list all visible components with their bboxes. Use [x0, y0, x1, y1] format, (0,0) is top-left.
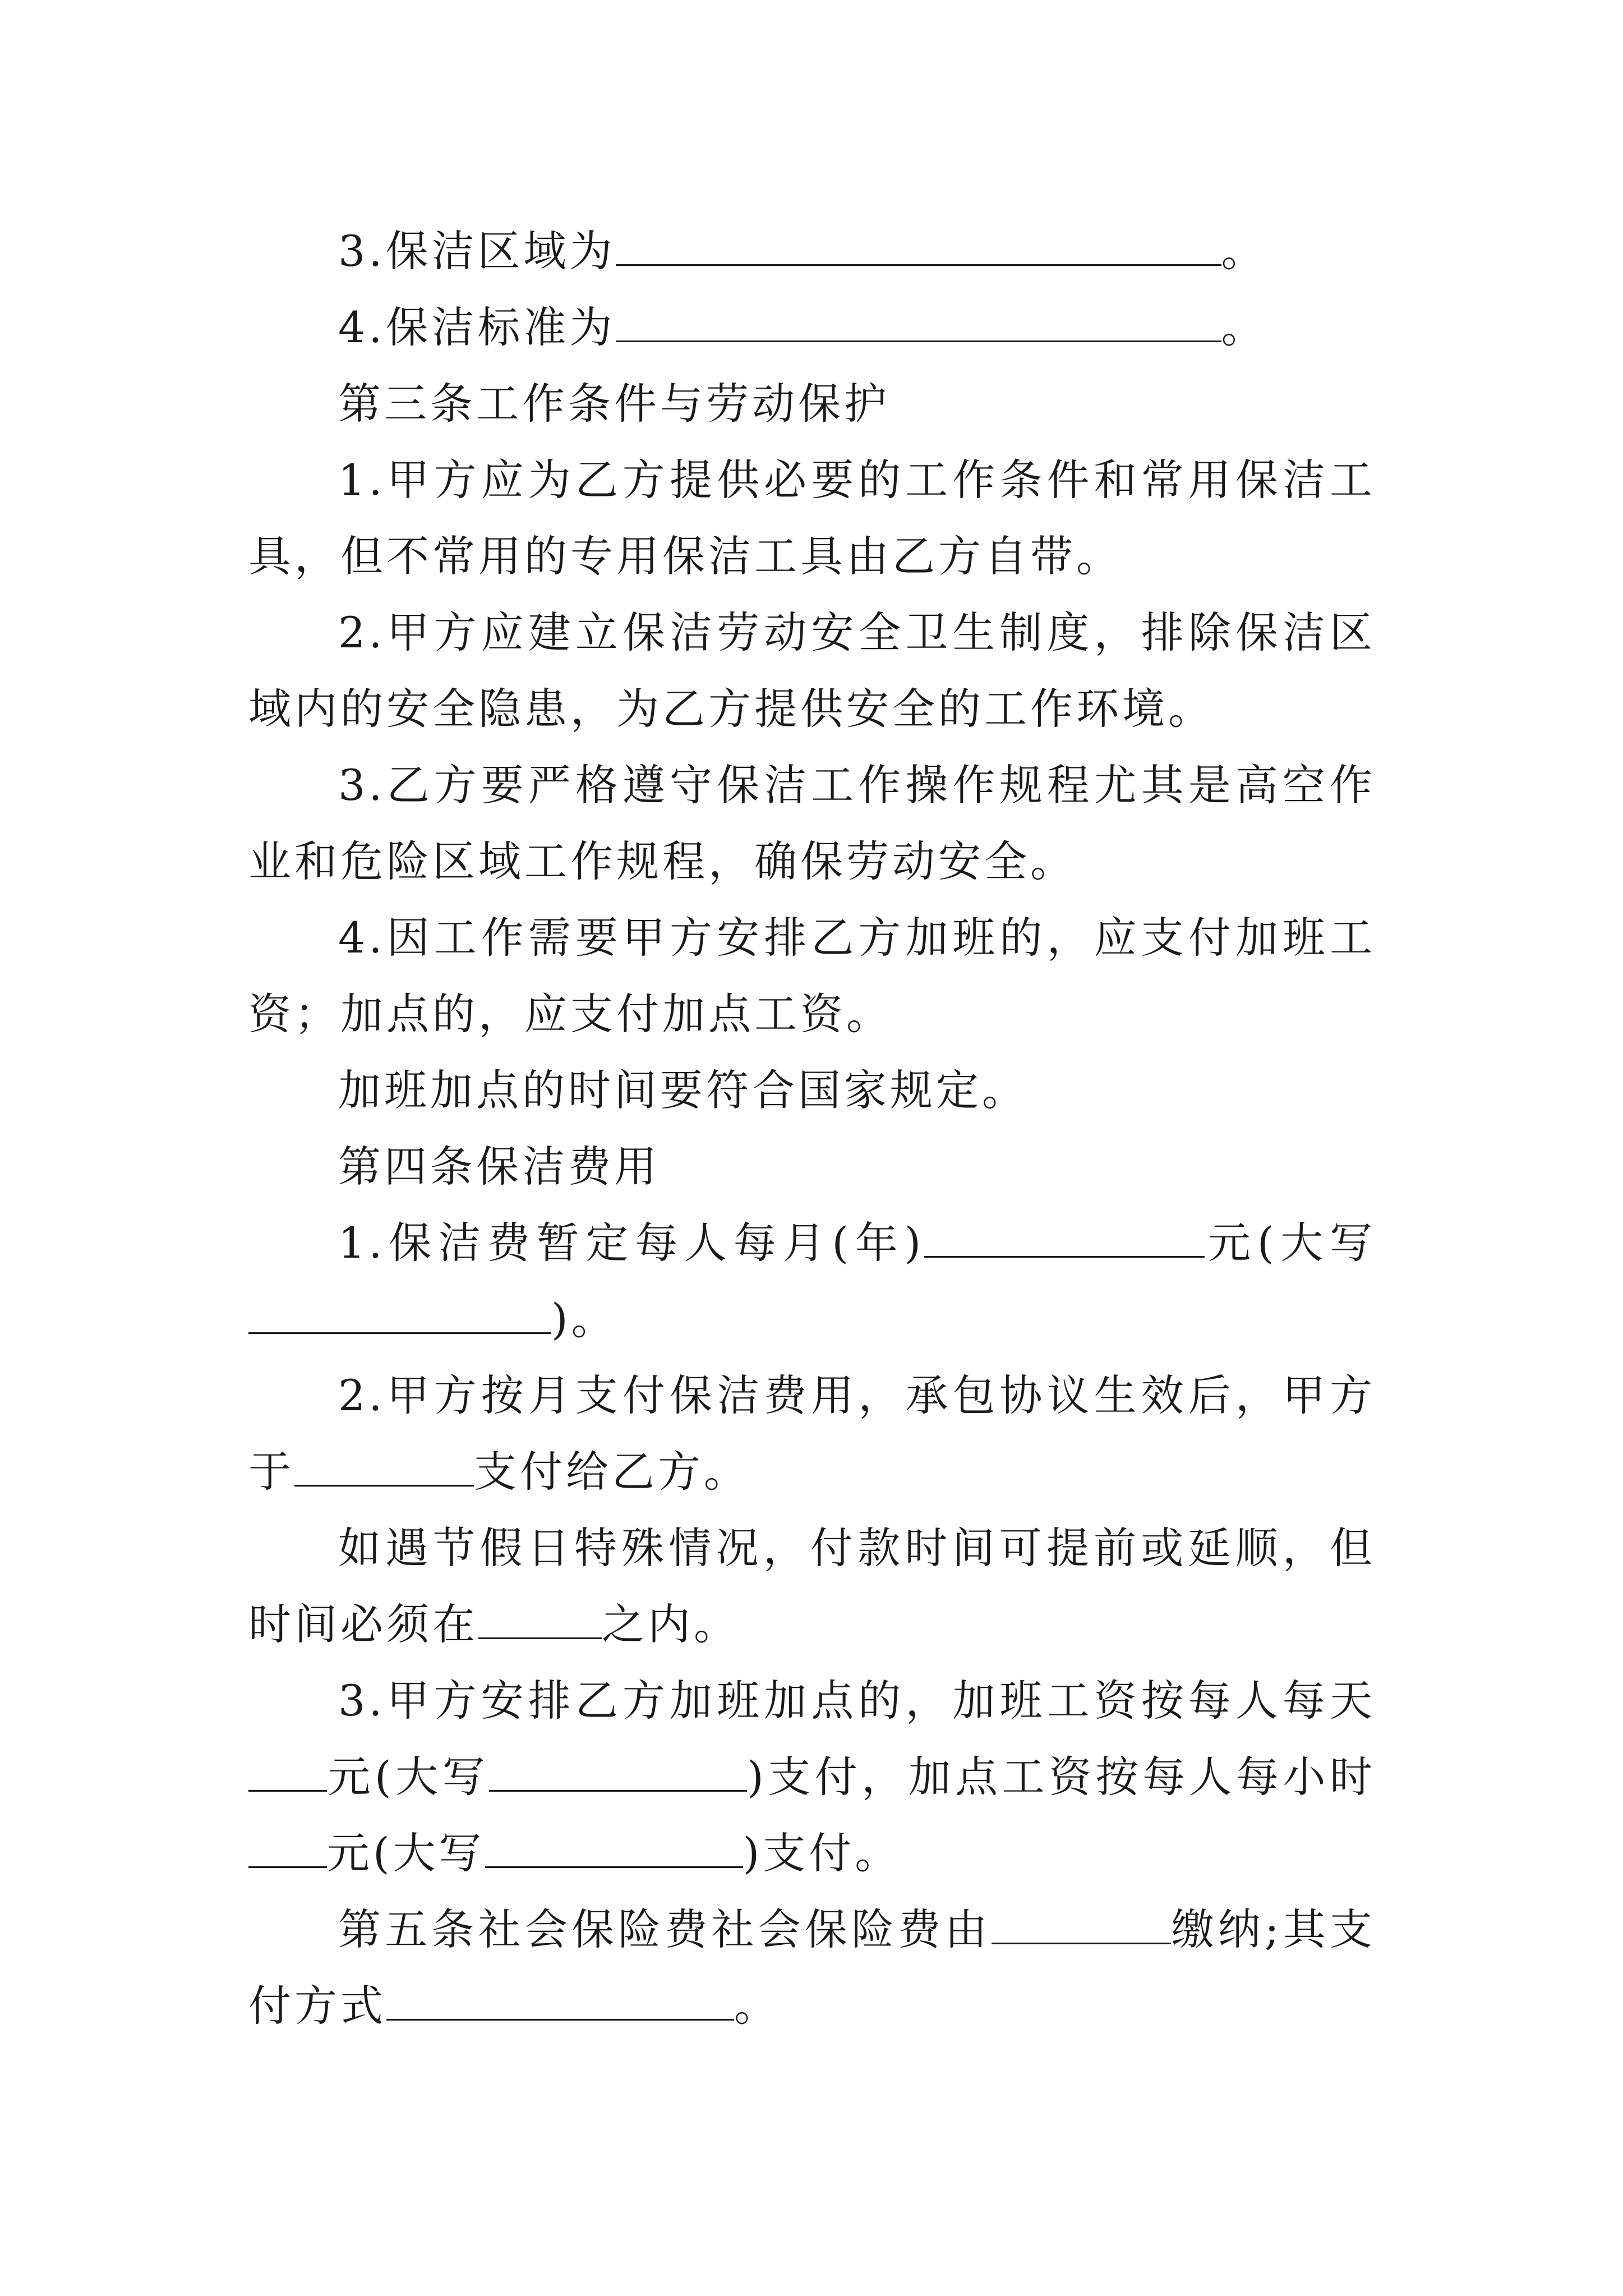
clause-overtime-hours: 加班加点的时间要符合国家规定。 [338, 1065, 1028, 1115]
fee-amount-blank[interactable] [924, 1209, 1205, 1258]
document-body [248, 213, 1376, 2044]
clause-cleaning-fee: 1.保洁费暂定每人每月(年) 元(大写)。 [248, 1205, 1376, 1358]
payment-date-blank[interactable] [294, 1438, 474, 1487]
overtime-daily-capital-blank[interactable] [489, 1743, 747, 1792]
clause-monthly-payment: 2.甲方按月支付保洁费用，承包协议生效后，甲方于 支付给乙方。 [248, 1370, 1376, 1497]
overtime-hourly-rate-blank[interactable] [248, 1819, 327, 1868]
overtime-daily-rate-blank[interactable] [248, 1743, 327, 1792]
payment-window-blank[interactable] [478, 1590, 602, 1639]
article-4-heading: 第四条保洁费用 [338, 1142, 660, 1191]
clause-safety-system: 2.甲方应建立保洁劳动安全卫生制度，排除保洁区域内的安全隐患，为乙方提供安全的工作环境。 [248, 608, 1376, 734]
insurance-payer-blank[interactable] [992, 1895, 1171, 1944]
cleaning-area-blank[interactable] [616, 217, 1221, 266]
clause-cleaning-area: 3.保洁区域为 。 [248, 213, 1376, 289]
clause-overtime-pay: 4.因工作需要甲方安排乙方加班的，应支付加班工资；加点的，应支付加点工资。 [248, 913, 1376, 1039]
article-5-social-insurance: 第五条社会保险费社会保险费由 缴纳;其支付方式 。 [248, 1892, 1376, 2044]
clause-operating-rules: 3.乙方要严格遵守保洁工作操作规程尤其是高空作业和危险区域工作规程，确保劳动安全。 [248, 760, 1376, 886]
clause-work-conditions: 1.甲方应为乙方提供必要的工作条件和常用保洁工具，但不常用的专用保洁工具由乙方自带。 [248, 455, 1376, 581]
article-3-heading: 第三条工作条件与劳动保护 [338, 379, 890, 429]
cleaning-standard-blank[interactable] [616, 293, 1221, 342]
clause-overtime-rates: 3.甲方安排乙方加班加点的，加班工资按每人每天元(大写 )支付，加点工资按每人每小时元(大写 )支付。 [248, 1663, 1376, 1892]
clause-cleaning-standard: 4.保洁标准为 。 [248, 289, 1376, 366]
overtime-hourly-capital-blank[interactable] [485, 1819, 743, 1868]
fee-capital-blank[interactable] [248, 1285, 551, 1334]
clause-holiday-payment: 如遇节假日特殊情况，付款时间可提前或延顺，但时间必须在 之内。 [248, 1523, 1376, 1649]
insurance-method-blank[interactable] [386, 1972, 734, 2021]
